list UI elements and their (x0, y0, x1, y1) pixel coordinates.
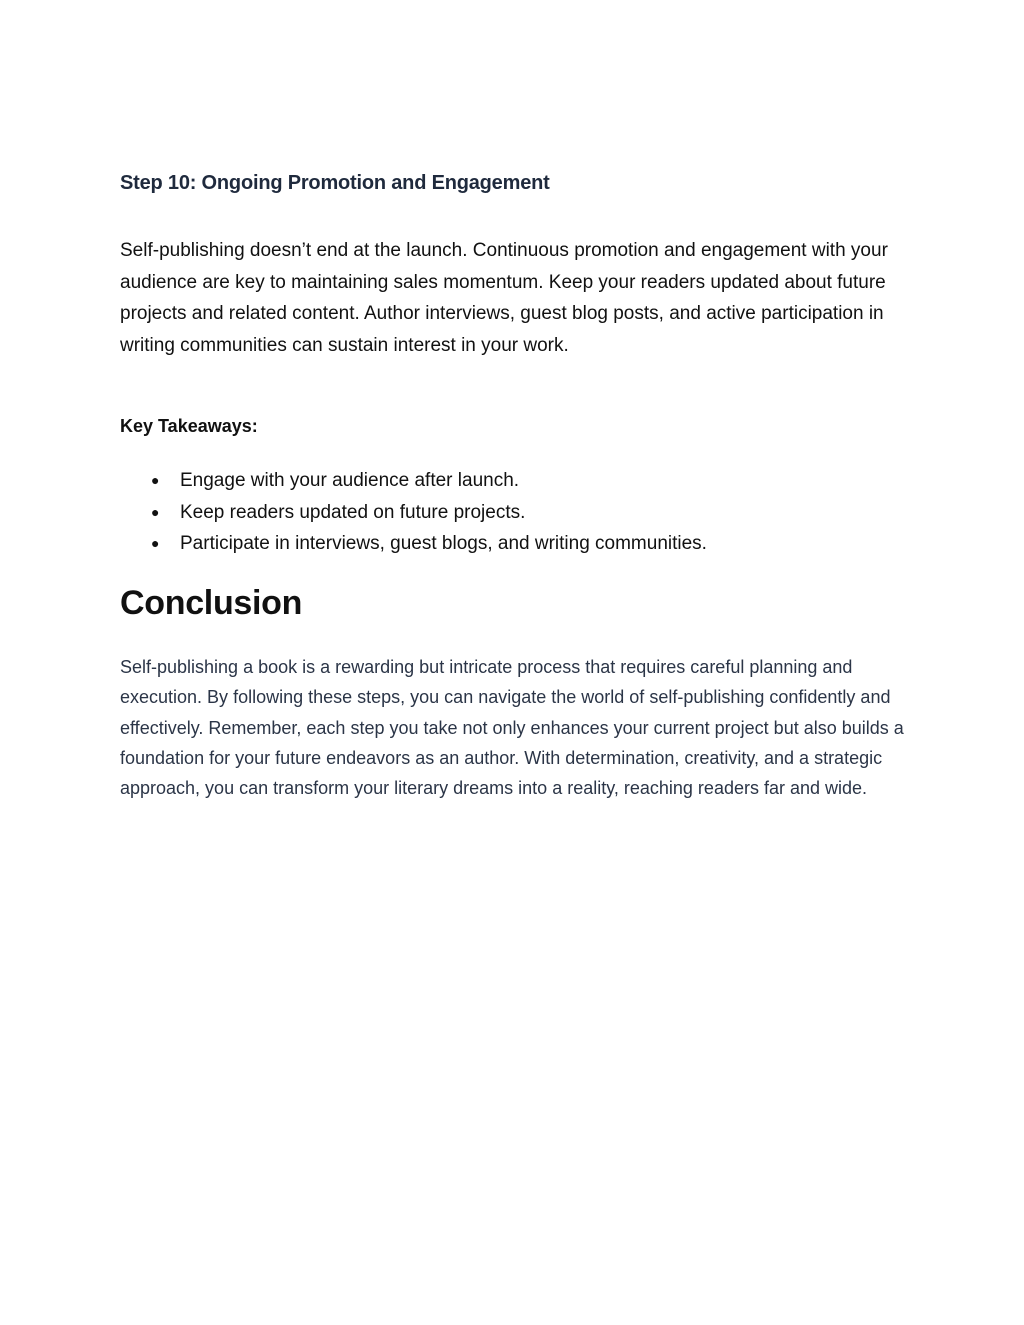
conclusion-paragraph: Self-publishing a book is a rewarding but intricate process that requires careful planning and execution. By following these steps, you can navigate the world of self-publishing confidently and effectively. Remember, each step you take not only enhances your current project but also builds a foundation for your future endeavors as an author. With determination, creativity, and a strategic approach, you can transform your literary dreams into a reality, reaching readers far and wide. (120, 657, 904, 799)
list-item (120, 497, 904, 529)
list-item (120, 465, 904, 497)
bullet-icon: ● (151, 503, 160, 520)
step-heading: Step 10: Ongoing Promotion and Engagement (120, 172, 550, 194)
bullet-icon: ● (151, 472, 160, 488)
conclusion-heading: Conclusion (120, 584, 303, 622)
key-takeaways-label: Key Takeaways: (120, 416, 258, 436)
step-paragraph: Self-publishing doesn’t end at the launch. Continuous promotion and engagement with your audience are key to maintaining sales momentum. Keep your readers updated about future projects and related content. Author interviews, guest blog posts, and active participation in writing communities can sustain interest in your work. (120, 240, 888, 357)
bullet-icon: ● (151, 535, 160, 552)
list-item-text: Participate in interviews, guest blogs, and writing communities. (180, 533, 707, 555)
list-item-text: Keep readers updated on future projects. (180, 501, 526, 523)
list-item-text: Engage with your audience after launch. (180, 470, 520, 491)
key-takeaways-list (120, 465, 904, 560)
list-item (120, 528, 904, 560)
